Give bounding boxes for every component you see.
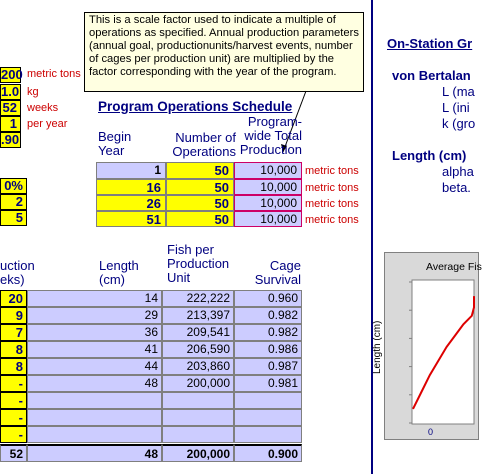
operations-3[interactable]: 50	[166, 195, 234, 211]
survival-cell: 0.981	[234, 375, 302, 392]
col-fish-per-unit: Fish per Production Unit	[167, 242, 230, 285]
duration-cell[interactable]: 7	[0, 324, 27, 341]
chart-xtick-first: 0	[428, 427, 434, 437]
fish-cell: 209,541	[162, 324, 234, 341]
survival-cell: 0.982	[234, 307, 302, 324]
duration-cell[interactable]: -	[0, 426, 27, 443]
duration-cell[interactable]: 9	[0, 307, 27, 324]
alpha-label: alpha	[442, 164, 474, 179]
length-cell: 44	[27, 358, 162, 375]
param-l-max: L (ma	[442, 84, 475, 99]
col-cage-survival: Cage Survival	[254, 258, 301, 287]
col-total-production: Program- wide Total Production	[239, 114, 302, 157]
fish-total: 200,000	[162, 444, 234, 462]
fish-cell: 200,000	[162, 375, 234, 392]
total-unit-3: metric tons	[305, 198, 359, 210]
harvest-weight-input[interactable]: 1.0	[1, 84, 20, 99]
survival-input[interactable]: .90	[1, 132, 20, 147]
length-cell: 36	[27, 324, 162, 341]
operations-2[interactable]: 50	[166, 179, 234, 195]
begin-year-2[interactable]: 16	[96, 179, 166, 195]
length-cell: 29	[27, 307, 162, 324]
survival-cell: 0.982	[234, 324, 302, 341]
survival-cell: 0.960	[234, 290, 302, 307]
length-cell: 48	[27, 375, 162, 392]
col-begin-year: Begin Year	[98, 129, 132, 158]
length-total: 48	[27, 444, 162, 462]
fish-cell: 213,397	[162, 307, 234, 324]
duration-total: 52	[0, 444, 27, 462]
total-1: 10,000	[234, 162, 302, 179]
length-cell: 41	[27, 341, 162, 358]
total-3: 10,000	[234, 195, 302, 211]
beta-label: beta.	[442, 180, 471, 195]
chart-title: Average Fis	[426, 261, 482, 273]
col-num-operations: Number of Operations	[172, 130, 236, 159]
duration-cell[interactable]: -	[0, 409, 27, 426]
begin-year-3[interactable]: 26	[96, 195, 166, 211]
schedule-title: Program Operations Schedule	[98, 99, 293, 114]
annual-goal-input[interactable]: 200	[1, 67, 23, 82]
survival-cell: 0.986	[234, 341, 302, 358]
harvest-weight-unit: kg	[27, 86, 39, 98]
operations-4[interactable]: 50	[166, 211, 234, 227]
duration-cell[interactable]: 20	[0, 290, 27, 307]
harvests-per-year-input[interactable]: 1	[0, 116, 21, 132]
total-unit-2: metric tons	[305, 182, 359, 194]
cycle-weeks-unit: weeks	[27, 102, 59, 114]
operations-1[interactable]: 50	[166, 162, 234, 179]
pct-input-3[interactable]: 5	[0, 210, 27, 226]
harvests-per-year-unit: per year	[27, 118, 68, 130]
col-length: Length (cm)	[99, 258, 139, 287]
annual-goal-unit: metric tons	[27, 68, 81, 80]
length-cell: 14	[27, 290, 162, 307]
total-4: 10,000	[234, 211, 302, 227]
duration-cell[interactable]: 8	[0, 358, 27, 375]
pct-input-1[interactable]: 0%	[0, 178, 27, 194]
growth-title: On-Station Gr	[387, 36, 473, 51]
survival-total: 0.900	[234, 444, 302, 462]
total-unit-1: metric tons	[305, 165, 359, 177]
cycle-weeks-input[interactable]: 52	[0, 100, 21, 116]
chart-ylabel: Length (cm)	[372, 320, 383, 374]
begin-year-1[interactable]: 1	[96, 162, 166, 179]
duration-cell[interactable]: 8	[0, 341, 27, 358]
von-bertalanffy-label: von Bertalan	[392, 68, 471, 83]
survival-cell: 0.987	[234, 358, 302, 375]
param-l-init: L (ini	[442, 100, 470, 115]
fish-cell: 206,590	[162, 341, 234, 358]
pct-input-2[interactable]: 2	[0, 194, 27, 210]
total-unit-4: metric tons	[305, 214, 359, 226]
length-title: Length (cm)	[392, 148, 467, 163]
total-2: 10,000	[234, 179, 302, 195]
fish-cell: 222,222	[162, 290, 234, 307]
fish-cell: 203,860	[162, 358, 234, 375]
col-duration: uction eks)	[0, 258, 35, 287]
duration-cell[interactable]: -	[0, 375, 27, 392]
tooltip-text: This is a scale factor used to indicate a multiple of operations as specified. Annual production parameters (annual goal, productionunits/harvest events, number of cages per production unit) are multiplied by the factor corresponding with the year of the program.	[89, 14, 359, 78]
duration-cell[interactable]: -	[0, 392, 27, 409]
begin-year-4[interactable]: 51	[96, 211, 166, 227]
param-k: k (gro	[442, 116, 476, 131]
